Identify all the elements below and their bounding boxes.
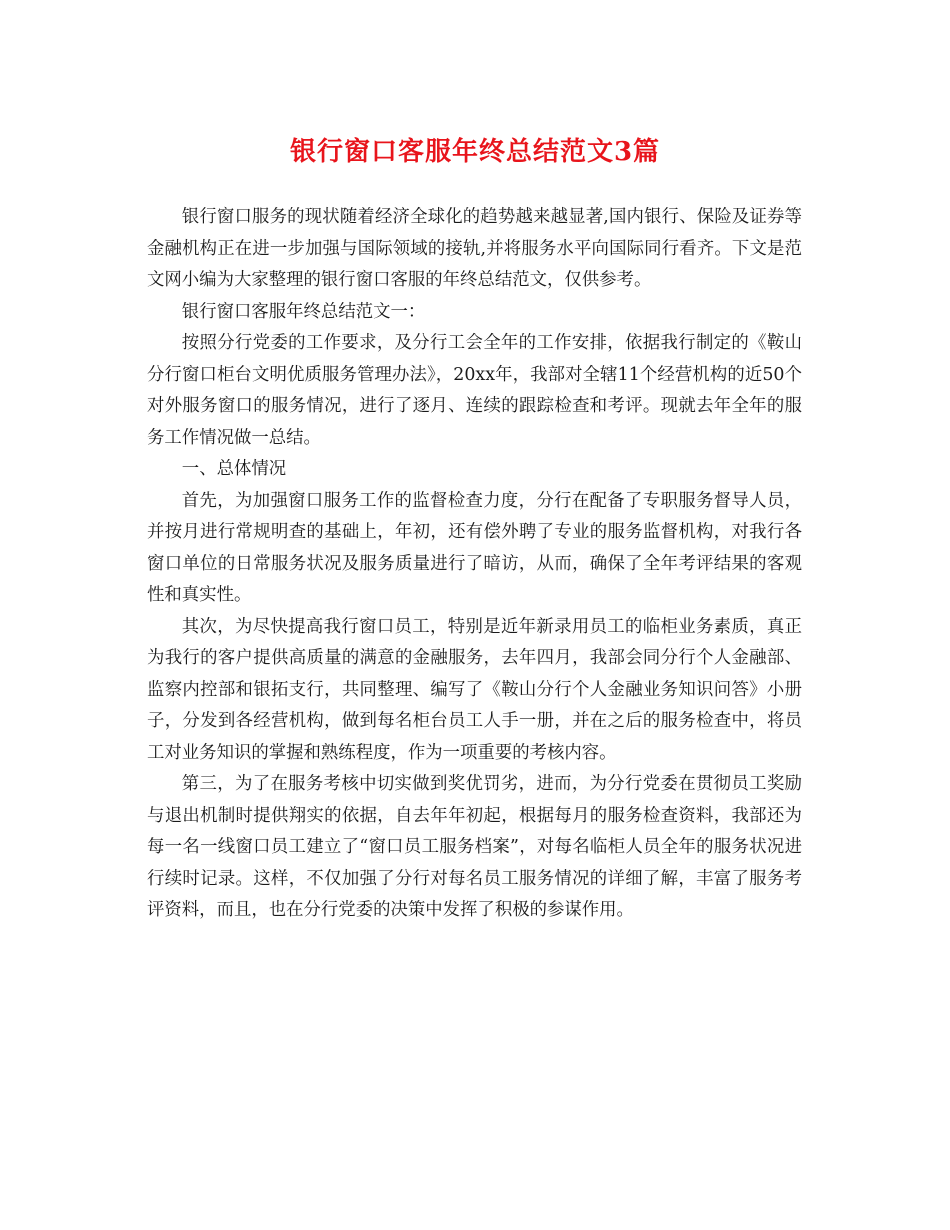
- paragraph-second: 其次，为尽快提高我行窗口员工，特别是近年新录用员工的临柜业务素质，真正为我行的客户提供高质量的满意的金融服务，去年四月，我部会同分行个人金融部、监察内控部和银拓支行，共同整理、编写了《鞍山分行个人金融业务知识问答》小册子，分发到各经营机构，做到每名柜台员工人手一册，并在之后的服务检查中，将员工对业务知识的掌握和熟练程度，作为一项重要的考核内容。: [147, 616, 802, 763]
- paragraph-third: 第三，为了在服务考核中切实做到奖优罚劣，进而，为分行党委在贯彻员工奖励与退出机制时提供翔实的依据，自去年年初起，根据每月的服务检查资料，我部还为每一名一线窗口员工建立了“窗口员工服务档案”，对每名临柜人员全年的服务状况进行续时记录。这样，不仅加强了分行对每名员工服务情况的详细了解，丰富了服务考评资料，而且，也在分行党委的决策中发挥了积极的参谋作用。: [147, 774, 802, 920]
- document-body: [147, 202, 802, 927]
- page-title: 银行窗口客服年终总结范文3篇: [289, 137, 661, 167]
- paragraph-section-heading: 银行窗口客服年终总结范文一：: [181, 301, 426, 322]
- paragraph-intro: 银行窗口服务的现状随着经济全球化的趋势越来越显著,国内银行、保险及证券等金融机构正在进一步加强与国际领域的接轨,并将服务水平向国际同行看齐。下文是范文网小编为大家整理的银行窗口客服的年终总结范文，仅供参考。: [147, 207, 802, 290]
- paragraph-work-plan: 按照分行党委的工作要求，及分行工会全年的工作安排，依据我行制定的《鞍山分行窗口柜台文明优质服务管理办法》，20xx年，我部对全辖11个经营机构的近50个对外服务窗口的服务情况，进行了逐月、连续的跟踪检查和考评。现就去年全年的服务工作情况做一总结。: [147, 333, 802, 448]
- paragraph-first: 首先，为加强窗口服务工作的监督检查力度，分行在配备了专职服务督导人员，并按月进行常规明查的基础上，年初，还有偿外聘了专业的服务监督机构，对我行各窗口单位的日常服务状况及服务质量进行了暗访，从而，确保了全年考评结果的客观性和真实性。: [147, 490, 802, 605]
- paragraph-overview-heading: 一、总体情况: [181, 459, 287, 479]
